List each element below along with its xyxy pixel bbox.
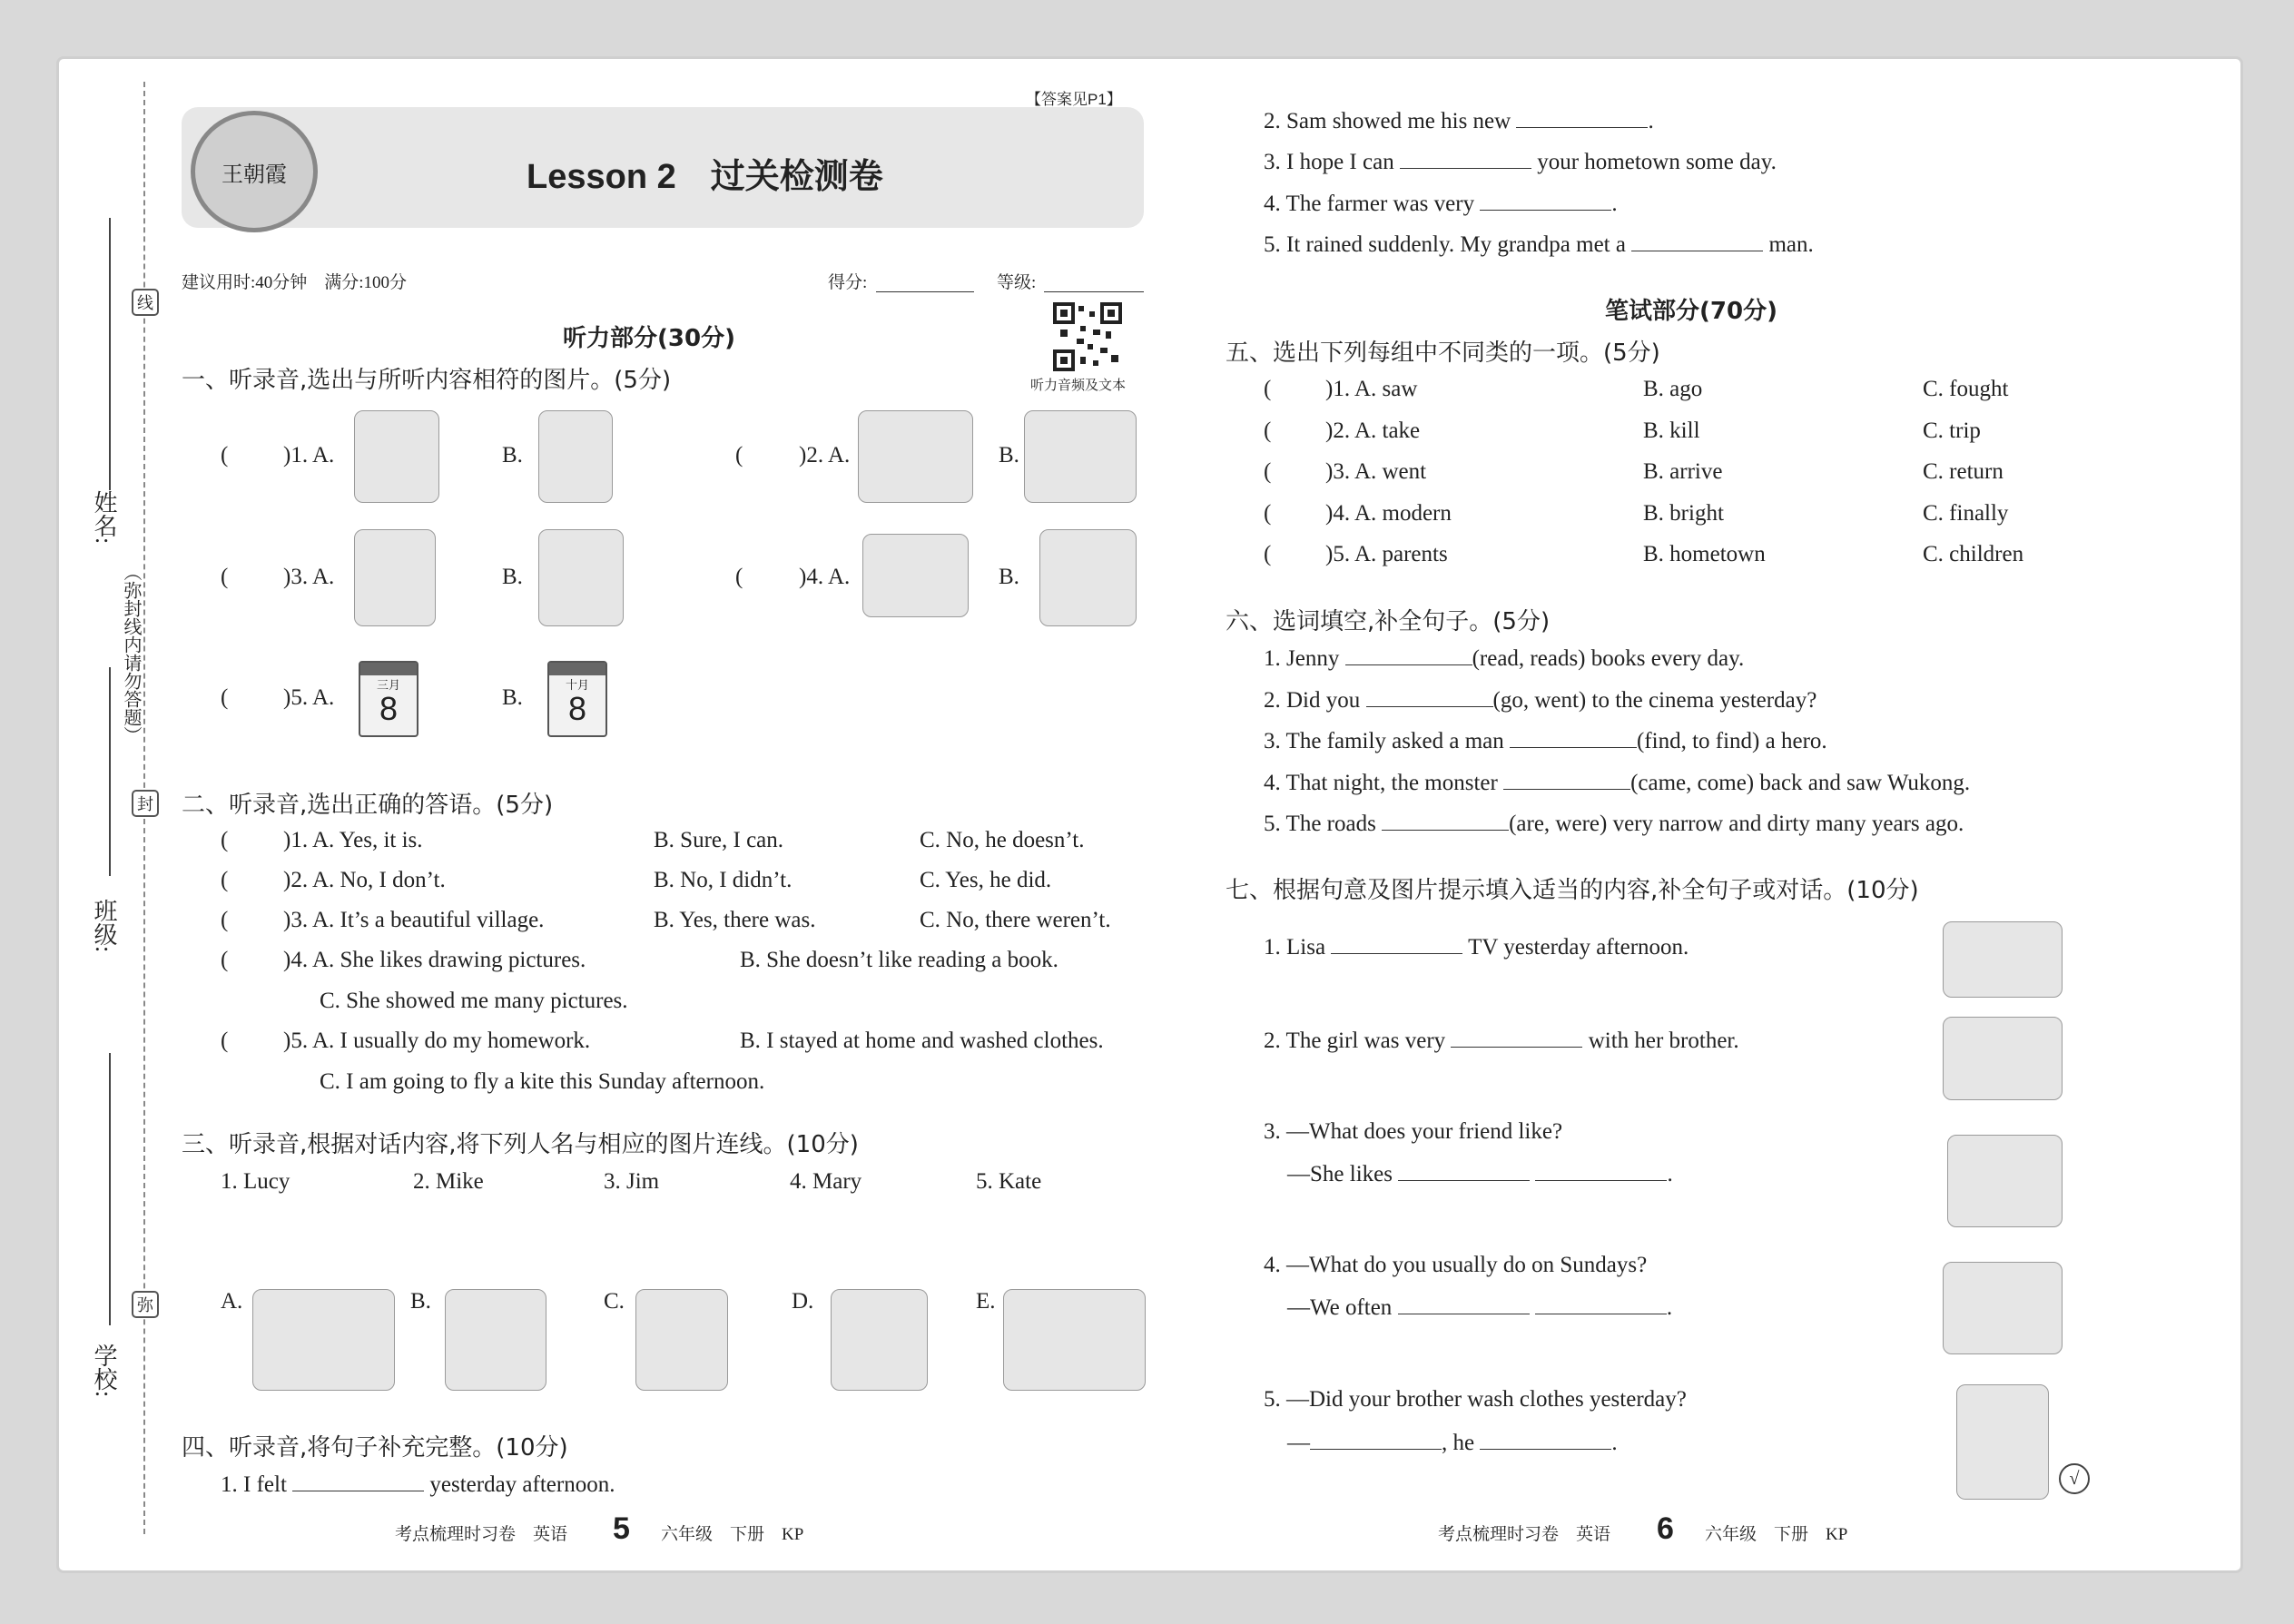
s4-q5-pre: 5. It rained suddenly. My grandpa met a (1264, 232, 1626, 257)
s5-q1-a: )1. A. saw (1325, 377, 1418, 401)
s5-q4-a: )4. A. modern (1325, 501, 1452, 526)
s5-q2-bracket: ( (1264, 418, 1272, 443)
s7-q3-blank-2[interactable] (1535, 1160, 1667, 1181)
s7-q5-answer-dash: — (1287, 1431, 1310, 1455)
s7-q2-post: with her brother. (1588, 1029, 1739, 1053)
s2-q4-c: C. She showed me many pictures. (320, 989, 628, 1013)
s1-q3-bracket: ( (221, 565, 229, 589)
footer-right-grade: 六年级 下册 KP (1705, 1525, 1848, 1544)
calendar-a-icon[interactable] (359, 661, 418, 737)
s5-q4-c: C. finally (1923, 501, 2009, 526)
s7-q1-picture (1943, 921, 2063, 998)
s2-q3-bracket: ( (221, 908, 229, 932)
s4-q2-pre: 2. Sam showed me his new (1264, 109, 1511, 133)
grade-blank (1044, 271, 1144, 292)
s6-q2 (1264, 686, 1816, 714)
s3-letter-d: D. (792, 1289, 814, 1314)
s4-q1-post: yesterday afternoon. (429, 1472, 615, 1497)
s7-q5-picture (1956, 1384, 2049, 1500)
s7-q5-period: . (1611, 1431, 1618, 1455)
s6-q2-pre: 2. Did you (1264, 688, 1361, 713)
s1-q5-bracket: ( (221, 685, 229, 710)
s5-q3-b: B. arrive (1643, 459, 1723, 484)
s1-q3-a-picture[interactable] (354, 529, 436, 626)
name-label: 姓名: (91, 490, 117, 545)
s1-q2-label: )2. A. (799, 443, 851, 468)
s5-q4-bracket: ( (1264, 501, 1272, 526)
section1-heading: 一、听录音,选出与所听内容相符的图片。(5分) (182, 367, 672, 394)
s3-name-5[interactable]: 5. Kate (976, 1169, 1042, 1194)
calendar-b-day: 8 (567, 690, 587, 727)
s1-q1-b-picture[interactable] (538, 410, 613, 503)
s4-q2 (1264, 107, 1654, 134)
s1-q3-b-picture[interactable] (538, 529, 624, 626)
s4-q4-post: . (1611, 192, 1618, 216)
s6-q4 (1264, 769, 1970, 796)
s6-q3 (1264, 727, 1827, 754)
writing-title: 笔试部分(70分) (1605, 298, 1777, 325)
calendar-b-icon[interactable] (547, 661, 607, 737)
s4-q3-post: your hometown some day. (1537, 150, 1777, 174)
calendar-b-month: 十月 (565, 678, 589, 692)
s3-picture-b[interactable] (445, 1289, 546, 1391)
s5-q1-c: C. fought (1923, 377, 2009, 401)
s6-q5-pre: 5. The roads (1264, 812, 1376, 836)
s3-picture-c[interactable] (635, 1289, 728, 1391)
footer-right-book: 考点梳理时习卷 英语 (1438, 1525, 1611, 1544)
qr-code-icon[interactable] (1053, 302, 1122, 371)
footer-right-page-number: 6 (1657, 1511, 1674, 1546)
section7-heading: 七、根据句意及图片提示填入适当的内容,补全句子或对话。(10分) (1226, 877, 1919, 904)
s7-q5-answer-mid: , he (1442, 1431, 1475, 1455)
s2-q3-a: )3. A. It’s a beautiful village. (283, 908, 545, 932)
section4-heading: 四、听录音,将句子补充完整。(10分) (182, 1434, 568, 1462)
class-blank-line (109, 667, 111, 876)
s2-q4-a: )4. A. She likes drawing pictures. (283, 948, 586, 972)
seal-mi: 弥 (132, 1291, 159, 1318)
seal-xian: 线 (132, 289, 159, 316)
s7-q5-blank-2[interactable] (1480, 1429, 1611, 1450)
s7-q3-answer-pre: —She likes (1287, 1162, 1393, 1186)
class-label: 班级: (91, 899, 117, 953)
s7-q1-post: TV yesterday afternoon. (1468, 935, 1689, 960)
s4-q5 (1264, 231, 1814, 258)
footer-left-book: 考点梳理时习卷 英语 (395, 1525, 568, 1544)
s2-q4-bracket: ( (221, 948, 229, 972)
s1-q2-b-label: B. (999, 443, 1019, 468)
s3-letter-a: A. (221, 1289, 243, 1314)
qr-caption: 听力音频及文本 (1030, 379, 1127, 393)
footer-left-page-number: 5 (613, 1511, 630, 1546)
s1-q2-bracket: ( (735, 443, 743, 468)
s2-q1-bracket: ( (221, 828, 229, 852)
time-info: 建议用时:40分钟 满分:100分 (182, 273, 408, 292)
s5-q2-c: C. trip (1923, 418, 1981, 443)
s5-q4-b: B. bright (1643, 501, 1724, 526)
s7-q4-blank-1[interactable] (1398, 1294, 1530, 1314)
s6-q2-blank[interactable] (1366, 686, 1493, 707)
s2-q5-c: C. I am going to fly a kite this Sunday afternoon. (320, 1069, 765, 1094)
s4-q4 (1264, 190, 1618, 217)
s4-q4-blank[interactable] (1480, 190, 1611, 211)
s6-q5-post: (are, were) very narrow and dirty many years ago. (1509, 812, 1964, 836)
s5-q5-c: C. children (1923, 542, 2024, 566)
s7-q4-picture (1943, 1262, 2063, 1354)
grade-label: 等级: (997, 273, 1037, 292)
section3-heading: 三、听录音,根据对话内容,将下列人名与相应的图片连线。(10分) (182, 1131, 859, 1158)
s7-q5-blank-1[interactable] (1310, 1429, 1442, 1450)
s3-letter-b: B. (410, 1289, 431, 1314)
footer-left-grade: 六年级 下册 KP (661, 1525, 804, 1544)
school-blank-line (109, 1053, 111, 1325)
listening-title: 听力部分(30分) (563, 325, 735, 352)
s7-q1-pre: 1. Lisa (1264, 935, 1326, 960)
s4-q4-pre: 4. The farmer was very (1264, 192, 1475, 216)
school-label: 学校: (91, 1343, 117, 1398)
s1-q4-b-label: B. (999, 565, 1019, 589)
calendar-a-month: 三月 (376, 678, 400, 692)
s1-q1-label: )1. A. (283, 443, 335, 468)
s5-q1-bracket: ( (1264, 377, 1272, 401)
s7-q4-answer-pre: —We often (1287, 1295, 1393, 1320)
page-title: Lesson 2 过关检测卷 (527, 158, 883, 196)
s6-q4-pre: 4. That night, the monster (1264, 771, 1498, 795)
s7-q2-picture (1943, 1017, 2063, 1100)
s7-q2-pre: 2. The girl was very (1264, 1029, 1446, 1053)
s4-q3-pre: 3. I hope I can (1264, 150, 1394, 174)
s3-letter-c: C. (604, 1289, 625, 1314)
s6-q3-post: (find, to find) a hero. (1636, 729, 1827, 753)
calendar-a-rings (360, 663, 417, 675)
s1-q4-a-picture[interactable] (862, 534, 969, 617)
s3-name-3[interactable]: 3. Jim (604, 1169, 660, 1194)
s6-q1 (1264, 645, 1744, 672)
s6-q1-blank[interactable] (1345, 645, 1472, 665)
s2-q1-a: )1. A. Yes, it is. (283, 828, 423, 852)
s4-q3-blank[interactable] (1400, 148, 1531, 169)
s6-q5 (1264, 810, 1964, 837)
s7-q3-answer (1287, 1160, 1673, 1187)
s7-q2 (1264, 1027, 1739, 1054)
s7-q4-question: 4. —What do you usually do on Sundays? (1264, 1253, 1648, 1277)
s1-q2-b-picture[interactable] (1024, 410, 1137, 503)
s7-q1-blank[interactable] (1331, 933, 1462, 954)
s2-q2-c: C. Yes, he did. (920, 868, 1052, 892)
s5-q5-b: B. hometown (1643, 542, 1766, 566)
s1-q1-b-label: B. (502, 443, 523, 468)
s7-q3-picture (1947, 1135, 2063, 1227)
s5-q1-b: B. ago (1643, 377, 1703, 401)
answer-ref: 【答案见P1】 (1026, 91, 1122, 108)
calendar-a-day: 8 (379, 690, 399, 727)
section2-heading: 二、听录音,选出正确的答语。(5分) (182, 792, 554, 819)
check-mark-icon: √ (2059, 1463, 2090, 1494)
s3-name-4[interactable]: 4. Mary (790, 1169, 862, 1194)
s6-q5-blank[interactable] (1382, 810, 1509, 831)
name-blank-line (109, 218, 111, 490)
s1-q5-label: )5. A. (283, 685, 335, 710)
s1-q4-b-picture[interactable] (1039, 529, 1137, 626)
s4-q1-blank[interactable] (292, 1471, 424, 1491)
s5-q5-a: )5. A. parents (1325, 542, 1448, 566)
s7-q5-answer (1287, 1429, 1618, 1456)
s5-q5-bracket: ( (1264, 542, 1272, 566)
s7-q4-period: . (1666, 1295, 1673, 1320)
s4-q2-post: . (1648, 109, 1654, 133)
s1-q1-bracket: ( (221, 443, 229, 468)
s2-q5-bracket: ( (221, 1029, 229, 1053)
s4-q1 (221, 1471, 615, 1498)
s7-q3-period: . (1667, 1162, 1673, 1186)
s6-q2-post: (go, went) to the cinema yesterday? (1492, 688, 1817, 713)
s5-q3-bracket: ( (1264, 459, 1272, 484)
score-blank (876, 271, 974, 292)
s1-q3-b-label: B. (502, 565, 523, 589)
s1-q2-a-picture[interactable] (858, 410, 973, 503)
s7-q2-blank[interactable] (1451, 1027, 1582, 1048)
s3-picture-d[interactable] (831, 1289, 928, 1391)
s1-q5-b-label: B. (502, 685, 523, 710)
s6-q4-blank[interactable] (1503, 769, 1630, 790)
s2-q1-b: B. Sure, I can. (654, 828, 784, 852)
s4-q5-post: man. (1768, 232, 1814, 257)
s2-q3-b: B. Yes, there was. (654, 908, 816, 932)
s1-q4-label: )4. A. (799, 565, 851, 589)
s1-q4-bracket: ( (735, 565, 743, 589)
s2-q3-c: C. No, there weren’t. (920, 908, 1111, 932)
s6-q3-pre: 3. The family asked a man (1264, 729, 1504, 753)
s4-q3 (1264, 148, 1777, 175)
s4-q2-blank[interactable] (1516, 107, 1648, 128)
s5-q3-a: )3. A. went (1325, 459, 1427, 484)
s6-q3-blank[interactable] (1510, 727, 1637, 748)
s2-q5-a: )5. A. I usually do my homework. (283, 1029, 591, 1053)
s2-q2-bracket: ( (221, 868, 229, 892)
s3-letter-e: E. (976, 1289, 996, 1314)
s3-picture-a[interactable] (252, 1289, 395, 1391)
s5-q3-c: C. return (1923, 459, 2004, 484)
s7-q4-answer (1287, 1294, 1672, 1321)
s6-q1-post: (read, reads) books every day. (1472, 646, 1745, 671)
s1-q3-label: )3. A. (283, 565, 335, 589)
s2-q4-b: B. She doesn’t like reading a book. (740, 948, 1058, 972)
s4-q5-blank[interactable] (1631, 231, 1763, 251)
s4-q1-pre: 1. I felt (221, 1472, 287, 1497)
s2-q2-a: )2. A. No, I don’t. (283, 868, 446, 892)
s6-q1-pre: 1. Jenny (1264, 646, 1340, 671)
s7-q4-blank-2[interactable] (1535, 1294, 1667, 1314)
s2-q1-c: C. No, he doesn’t. (920, 828, 1085, 852)
s7-q1 (1264, 933, 1689, 960)
section6-heading: 六、选词填空,补全句子。(5分) (1226, 608, 1551, 635)
score-label: 得分: (828, 273, 868, 292)
s7-q3-question: 3. —What does your friend like? (1264, 1119, 1563, 1144)
s2-q2-b: B. No, I didn’t. (654, 868, 793, 892)
s2-q5-b: B. I stayed at home and washed clothes. (740, 1029, 1104, 1053)
logo-seal (191, 111, 318, 232)
calendar-b-rings (549, 663, 605, 675)
s3-name-1[interactable]: 1. Lucy (221, 1169, 290, 1194)
s5-q2-a: )2. A. take (1325, 418, 1421, 443)
binding-note: （弥封线内请勿答题） (121, 563, 141, 744)
s3-name-2[interactable]: 2. Mike (413, 1169, 484, 1194)
s6-q4-post: (came, come) back and saw Wukong. (1630, 771, 1971, 795)
s1-q1-a-picture[interactable] (354, 410, 439, 503)
s3-picture-e[interactable] (1003, 1289, 1146, 1391)
seal-feng: 封 (132, 790, 159, 817)
logo-text: 王朝霞 (222, 162, 287, 187)
s7-q5-question: 5. —Did your brother wash clothes yesterday? (1264, 1387, 1687, 1412)
s7-q3-blank-1[interactable] (1398, 1160, 1530, 1181)
s5-q2-b: B. kill (1643, 418, 1700, 443)
section5-heading: 五、选出下列每组中不同类的一项。(5分) (1226, 340, 1660, 367)
